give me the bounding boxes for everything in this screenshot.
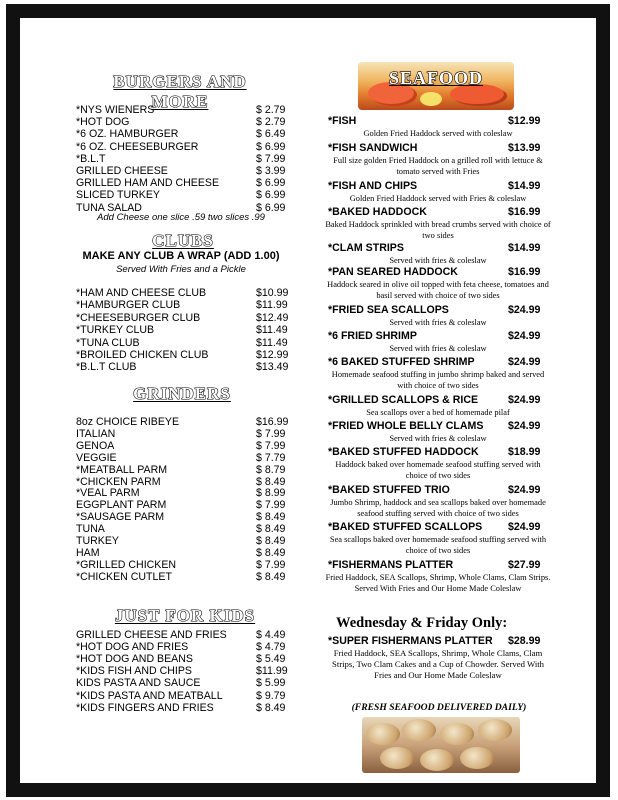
menu-item-row: [76, 311, 289, 324]
seafood-item-desc: Served with fries & coleslaw: [389, 256, 487, 265]
cheese-note: Add Cheese one slice .59 two slices .99: [97, 212, 265, 223]
menu-item-row: [76, 324, 288, 337]
menu-item-row: [76, 677, 286, 690]
menu-item-row: [76, 653, 286, 666]
menu-item-price: $ 8.49: [256, 511, 286, 524]
seafood-item-price: $18.99: [508, 446, 541, 458]
special-item-price: $28.99: [508, 635, 541, 647]
menu-item-row: [76, 570, 286, 583]
menu-item-price: $12.49: [256, 311, 289, 324]
baked-scallops-photo: [362, 717, 520, 773]
fresh-note: (FRESH SEAFOOD DELIVERED DAILY): [351, 702, 527, 713]
menu-item-row: [76, 546, 286, 559]
seafood-item-price: $24.99: [508, 394, 541, 406]
special-item-desc: Fried Haddock, SEA Scallops, Shrimp, Whole Clams, Clam Strips, Two Clam Cakes and a Cup of Chowder. Served With Fries and Our Home Made Coleslaw: [331, 648, 545, 681]
menu-item-name: *6 OZ. HAMBURGER: [76, 128, 179, 141]
seafood-banner: [358, 62, 514, 110]
seafood-item-price: $24.99: [508, 330, 541, 342]
menu-item-price: $11.49: [256, 336, 288, 349]
seafood-heading: SEAFOOD: [388, 68, 483, 88]
menu-item-name: *HOT DOG: [76, 116, 130, 129]
seafood-item-desc: Haddock baked over homemade seafood stuffing served with choice of two sides: [335, 460, 541, 481]
burgers-heading: BURGERS AND MORE: [113, 72, 247, 111]
menu-item-row: [76, 629, 286, 641]
menu-item-row: [76, 487, 286, 500]
menu-item-row: [76, 665, 288, 678]
menu-item-row: [76, 189, 286, 202]
menu-item-price: $ 3.99: [256, 165, 286, 177]
seafood-item-name: *PAN SEARED HADDOCK: [328, 266, 458, 278]
seafood-item-desc: Sea scallops baked over homemade seafood stuffing served with choice of two sides: [329, 535, 547, 556]
menu-item-name: *6 OZ. CHEESEBURGER: [76, 140, 199, 153]
menu-item-price: $ 6.99: [256, 189, 286, 202]
clubs-served-with: Served With Fries and a Pickle: [116, 264, 246, 275]
seafood-item-name: *FISHERMANS PLATTER: [328, 559, 454, 571]
menu-item-row: [76, 689, 286, 702]
menu-item-row: [76, 535, 286, 547]
menu-item-name: *B.L.T: [76, 152, 106, 165]
menu-item-price: $ 8.99: [256, 487, 286, 500]
menu-item-price: $12.99: [256, 349, 289, 361]
menu-item-name: GENOA: [76, 439, 115, 452]
menu-item-name: *SAUSAGE PARM: [76, 511, 165, 524]
menu-item-name: *KIDS FISH AND CHIPS: [76, 665, 192, 678]
menu-item-row: [76, 140, 286, 153]
menu-item-name: *HAMBURGER CLUB: [76, 299, 181, 312]
menu-item-price: $ 8.49: [256, 701, 286, 714]
menu-item-row: [76, 349, 289, 361]
menu-item-row: [76, 287, 289, 299]
menu-item-name: *TURKEY CLUB: [76, 324, 155, 337]
menu-item-name: *VEAL PARM: [76, 487, 140, 500]
menu-item-name: SLICED TURKEY: [76, 189, 160, 202]
seafood-item-price: $24.99: [508, 521, 541, 533]
menu-item-price: $ 7.99: [256, 499, 286, 512]
seafood-item-price: $13.99: [508, 142, 541, 154]
menu-item-name: *KIDS PASTA AND MEATBALL: [76, 689, 223, 702]
menu-item-price: $16.99: [256, 416, 289, 428]
grinders-heading: GRINDERS: [133, 384, 231, 403]
seafood-item-desc: Golden Fried Haddock served with coleslaw: [363, 129, 513, 138]
menu-item-row: [76, 416, 289, 428]
menu-item-price: $10.99: [256, 287, 289, 299]
menu-item-name: *CHICKEN PARM: [76, 475, 161, 488]
menu-item-row: [76, 499, 286, 512]
menu-item-name: KIDS PASTA AND SAUCE: [76, 677, 201, 690]
menu-item-name: *MEATBALL PARM: [76, 463, 168, 476]
menu-item-price: $ 6.99: [256, 201, 286, 214]
menu-item-price: $ 8.49: [256, 475, 286, 488]
menu-item-price: $ 8.49: [256, 546, 286, 559]
menu-item-price: $ 8.49: [256, 570, 286, 583]
menu-item-price: $11.49: [256, 324, 288, 337]
menu-item-row: [76, 523, 286, 536]
menu-item-row: [76, 463, 286, 476]
menu-item-price: $ 2.79: [256, 104, 286, 116]
seafood-item-desc: Full size golden Fried Haddock on a grilled roll with lettuce & tomato served with Fries: [333, 156, 543, 177]
menu-item-row: [76, 336, 288, 349]
menu-item-name: *GRILLED CHICKEN: [76, 558, 177, 571]
menu-item-row: [76, 451, 286, 464]
menu-item-price: $ 4.79: [256, 641, 286, 654]
menu-item-price: $11.99: [256, 299, 288, 312]
menu-item-name: VEGGIE: [76, 451, 117, 464]
menu-item-price: $ 5.99: [256, 677, 286, 690]
seafood-item-name: *FISH SANDWICH: [328, 142, 418, 154]
menu-item-name: TURKEY: [76, 535, 119, 547]
menu-item-name: *CHICKEN CUTLET: [76, 570, 172, 583]
menu-item-price: $ 8.79: [256, 463, 286, 476]
menu-item-price: $ 4.49: [256, 629, 286, 641]
menu-item-row: [76, 177, 286, 190]
seafood-item-name: *FISH: [328, 115, 357, 127]
seafood-item-name: *6 BAKED STUFFED SHRIMP: [328, 356, 475, 368]
menu-item-row: [76, 511, 286, 524]
seafood-item-price: $24.99: [508, 304, 541, 316]
seafood-item-price: $24.99: [508, 356, 541, 368]
menu-item-name: GRILLED HAM AND CHEESE: [76, 177, 220, 190]
menu-item-name: TUNA SALAD: [76, 201, 142, 214]
seafood-item-name: *BAKED HADDOCK: [328, 206, 427, 218]
menu-item-row: [76, 361, 289, 374]
menu-item-price: $ 7.99: [256, 439, 286, 452]
seafood-item-price: $14.99: [508, 180, 541, 192]
menu-item-price: $ 7.99: [256, 427, 286, 440]
menu-item-name: *KIDS FINGERS AND FRIES: [76, 701, 214, 714]
seafood-item-desc: Homemade seafood stuffing in jumbo shrimp baked and served with choice of two sides: [331, 370, 545, 391]
menu-item-price: $13.49: [256, 361, 289, 374]
menu-item-name: HAM: [76, 546, 100, 559]
menu-item-row: [76, 104, 286, 116]
seafood-item-desc: Served with fries & coleslaw: [389, 434, 487, 443]
menu-item-name: EGGPLANT PARM: [76, 499, 167, 512]
seafood-item-price: $14.99: [508, 242, 541, 254]
menu-item-row: [76, 116, 286, 129]
seafood-item-price: $16.99: [508, 206, 541, 218]
menu-item-price: $ 9.79: [256, 689, 286, 702]
menu-item-name: *HAM AND CHEESE CLUB: [76, 287, 207, 299]
seafood-item-name: *6 FRIED SHRIMP: [328, 330, 417, 342]
menu-item-name: *HOT DOG AND FRIES: [76, 641, 189, 654]
menu-item-name: GRILLED CHEESE: [76, 165, 168, 177]
seafood-item-name: *BAKED STUFFED TRIO: [328, 484, 450, 496]
menu-item-price: $ 5.49: [256, 653, 286, 666]
menu-item-row: [76, 701, 286, 714]
wrap-line: MAKE ANY CLUB A WRAP (ADD 1.00): [82, 250, 280, 262]
menu-item-name: *TUNA CLUB: [76, 336, 140, 349]
menu-item-price: $ 6.99: [256, 140, 286, 153]
menu-item-row: [76, 641, 286, 654]
seafood-item-name: *FISH AND CHIPS: [328, 180, 418, 192]
seafood-item-name: *GRILLED SCALLOPS & RICE: [328, 394, 479, 406]
menu-item-name: 8oz CHOICE RIBEYE: [76, 416, 180, 428]
seafood-item-desc: Fried Haddock, SEA Scallops, Shrimp, Whole Clams, Clam Strips. Served With Fries and Our Home Made Coleslaw: [325, 573, 551, 594]
seafood-item-name: *BAKED STUFFED HADDOCK: [328, 446, 479, 458]
seafood-item-desc: Golden Fried Haddock served with Fries & coleslaw: [349, 194, 527, 203]
menu-item-row: [76, 475, 286, 488]
seafood-item-desc: Haddock seared in olive oil topped with feta cheese, tomatoes and basil served with choice of two sides: [327, 280, 549, 301]
menu-item-name: *BROILED CHICKEN CLUB: [76, 349, 209, 361]
menu-item-price: $ 7.79: [256, 451, 286, 464]
seafood-item-price: $12.99: [508, 115, 541, 127]
menu-item-name: ITALIAN: [76, 427, 116, 440]
menu-item-price: $ 2.79: [256, 116, 286, 129]
seafood-item-price: $27.99: [508, 559, 541, 571]
menu-item-price: $ 7.99: [256, 152, 286, 165]
menu-item-name: TUNA: [76, 523, 105, 536]
clubs-heading: CLUBS: [152, 231, 214, 250]
menu-item-name: *B.L.T CLUB: [76, 361, 137, 374]
menu-item-row: [76, 152, 286, 165]
seafood-item-name: *FRIED SEA SCALLOPS: [328, 304, 449, 316]
seafood-item-desc: Served with fries & coleslaw: [389, 318, 487, 327]
menu-item-name: *HOT DOG AND BEANS: [76, 653, 193, 666]
menu-item-row: [76, 128, 286, 141]
menu-item-name: GRILLED CHEESE AND FRIES: [76, 629, 227, 641]
seafood-item-price: $16.99: [508, 266, 541, 278]
menu-item-price: $ 6.49: [256, 128, 286, 141]
menu-item-row: [76, 299, 288, 312]
seafood-item-name: *CLAM STRIPS: [328, 242, 404, 254]
seafood-item-name: *BAKED STUFFED SCALLOPS: [328, 521, 483, 533]
lemon-icon: [420, 92, 442, 106]
menu-item-price: $ 7.99: [256, 558, 286, 571]
menu-item-price: $ 6.99: [256, 177, 286, 190]
menu-item-price: $11.99: [256, 665, 288, 678]
menu-item-price: $ 8.49: [256, 535, 286, 547]
seafood-item-desc: Served with fries & coleslaw: [389, 344, 487, 353]
menu-item-price: $ 8.49: [256, 523, 286, 536]
seafood-item-price: $24.99: [508, 484, 541, 496]
seafood-item-desc: Baked Haddock sprinkled with bread crumbs served with choice of two sides: [325, 220, 551, 241]
menu-item-row: [76, 439, 286, 452]
seafood-item-price: $24.99: [508, 420, 541, 432]
special-item-name: *SUPER FISHERMANS PLATTER: [328, 635, 493, 647]
seafood-item-name: *FRIED WHOLE BELLY CLAMS: [328, 420, 484, 432]
seafood-item-desc: Jumbo Shrimp, haddock and sea scallops baked over homemade seafood stuffing served with choice of two sides: [330, 498, 546, 519]
special-heading: Wednesday & Friday Only:: [336, 615, 508, 631]
menu-item-row: [76, 558, 286, 571]
menu-item-row: [76, 165, 286, 177]
menu-item-name: *CHEESEBURGER CLUB: [76, 311, 201, 324]
kids-heading: JUST FOR KIDS: [114, 606, 256, 625]
seafood-item-desc: Sea scallops over a bed of homemade pilaf: [366, 408, 510, 417]
menu-item-name: *NYS WIENERS: [76, 104, 155, 116]
menu-item-row: [76, 427, 286, 440]
